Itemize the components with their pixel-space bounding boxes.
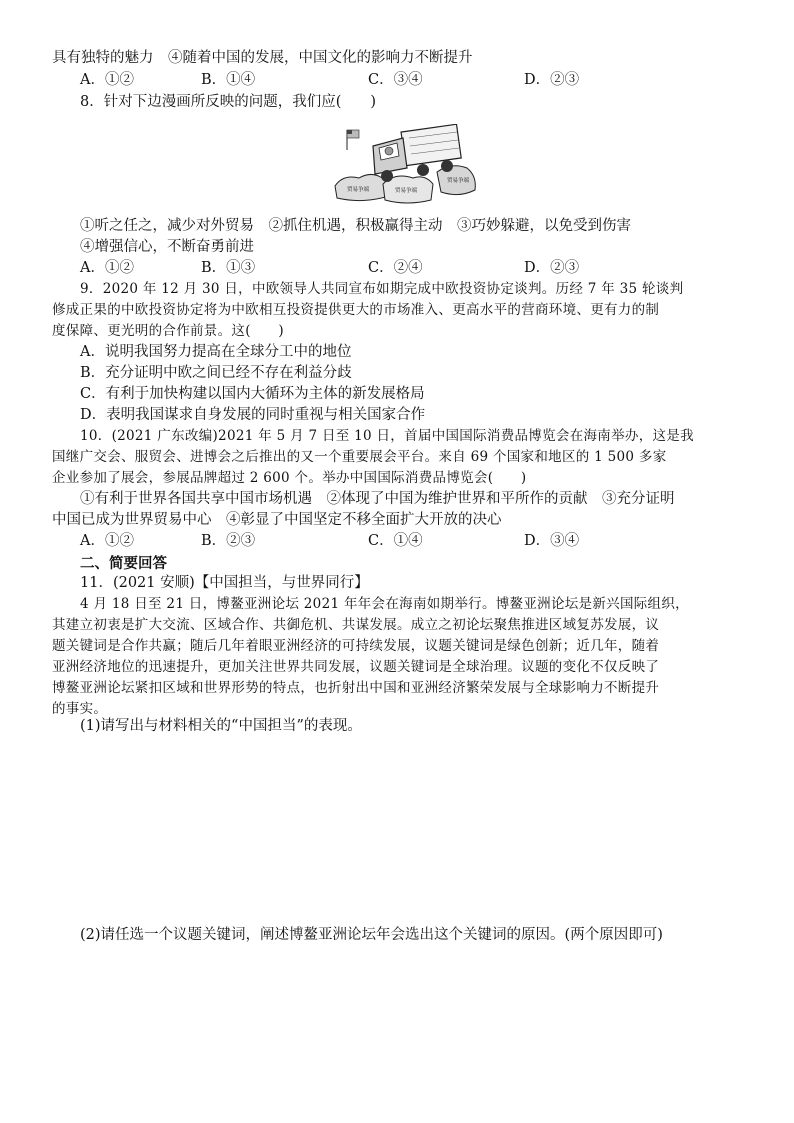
- q9-option-c: C．有利于加快构建以国内大循环为主体的新发展格局: [80, 386, 425, 402]
- q7-option-b: B．①④: [201, 72, 256, 88]
- q9-option-d: D．表明我国谋求自身发展的同时重视与相关国家合作: [80, 407, 426, 423]
- section-title: 二、简要回答: [80, 555, 167, 572]
- q11-sub-question-1: (1)请写出与材料相关的“中国担当”的表现。: [80, 718, 362, 734]
- q11-line-2: 其建立初衷是扩大交流、区域合作、共御危机、共谋发展。成立之初论坛聚焦推进区域复苏发展，议: [52, 617, 660, 633]
- q7-option-c: C．③④: [368, 72, 423, 88]
- q11-line-6: 的事实。: [52, 701, 108, 717]
- cartoon-label-right: 贸易争端: [447, 178, 470, 184]
- q10-line-1: 10．(2021 广东改编)2021 年 5 月 7 日至 10 日，首届中国国际消费品博览会在海南举办，这是我: [80, 428, 694, 444]
- q11-line-4: 亚洲经济地位的迅速提升，更加关注世界共同发展，议题关键词是全球治理。议题的变化不仅反映了: [52, 659, 660, 675]
- q7-option-d: D．②③: [524, 72, 580, 88]
- q8-option-b: B．①③: [201, 260, 256, 276]
- q10-option-c: C．①④: [368, 533, 423, 549]
- q10-line-5: 中国已成为世界贸易中心 ④彰显了中国坚定不移全面扩大开放的决心: [52, 512, 502, 528]
- q10-option-a: A．①②: [80, 533, 134, 549]
- q11-line-3: 题关键词是合作共赢；随后几年着眼亚洲经济的可持续发展，议题关键词是绿色创新；近几年，随着: [52, 638, 660, 654]
- q8-items-line-2: ④增强信心，不断奋勇前进: [80, 239, 254, 255]
- q9-option-b: B．充分证明中欧之间已经不存在利益分歧: [80, 365, 352, 381]
- q7-continuation-line: 具有独特的魅力 ④随着中国的发展，中国文化的影响力不断提升: [52, 50, 473, 66]
- cartoon-label-middle: 贸易争端: [395, 188, 418, 194]
- q8-option-c: C．②④: [368, 260, 423, 276]
- q9-option-a: A．说明我国努力提高在全球分工中的地位: [80, 344, 352, 360]
- q10-line-4: ①有利于世界各国共享中国市场机遇 ②体现了中国为维护世界和平所作的贡献 ③充分证明: [80, 491, 675, 507]
- q11-sub-question-2: (2)请任选一个议题关键词，阐述博鳌亚洲论坛年会选出这个关键词的原因。(两个原因即可): [80, 927, 663, 943]
- q10-line-2: 国继广交会、服贸会、进博会之后推出的又一个重要展会平台。来自 69 个国家和地区的 1 500 多家: [52, 449, 667, 465]
- q9-line-1: 9．2020 年 12 月 30 日，中欧领导人共同宣布如期完成中欧投资协定谈判。历经 7 年 35 轮谈判: [80, 281, 684, 297]
- q8-option-d: D．②③: [524, 260, 580, 276]
- q7-option-a: A．①②: [80, 72, 134, 88]
- q9-line-2: 修成正果的中欧投资协定将为中欧相互投资提供更大的市场准入、更高水平的营商环境、更有力的制: [52, 302, 660, 318]
- q8-option-a: A．①②: [80, 260, 134, 276]
- q8-items-line-1: ①听之任之，减少对外贸易 ②抓住机遇，积极赢得主动 ③巧妙躲避，以免受到伤害: [80, 218, 631, 234]
- cartoon-label-left: 贸易争端: [347, 187, 370, 193]
- q11-title: 11．(2021 安顺)【中国担当，与世界同行】: [80, 575, 369, 591]
- q10-option-b: B．②③: [201, 533, 256, 549]
- q8-stem: 8．针对下边漫画所反映的问题，我们应( ): [80, 94, 377, 110]
- q11-line-5: 博鳌亚洲论坛紧扣区域和世界形势的特点，也折射出中国和亚洲经济繁荣发展与全球影响力不断提升: [52, 680, 660, 696]
- q10-line-3: 企业参加了展会，参展品牌超过 2 600 个。举办中国国际消费品博览会( ): [52, 470, 527, 486]
- trade-dispute-cartoon: [333, 124, 479, 208]
- q11-line-1: 4 月 18 日至 21 日，博鳌亚洲论坛 2021 年年会在海南如期举行。博鳌亚洲论坛是新兴国际组织，: [80, 596, 689, 612]
- q9-line-3: 度保障、更光明的合作前景。这( ): [52, 323, 284, 339]
- q10-option-d: D．③④: [524, 533, 580, 549]
